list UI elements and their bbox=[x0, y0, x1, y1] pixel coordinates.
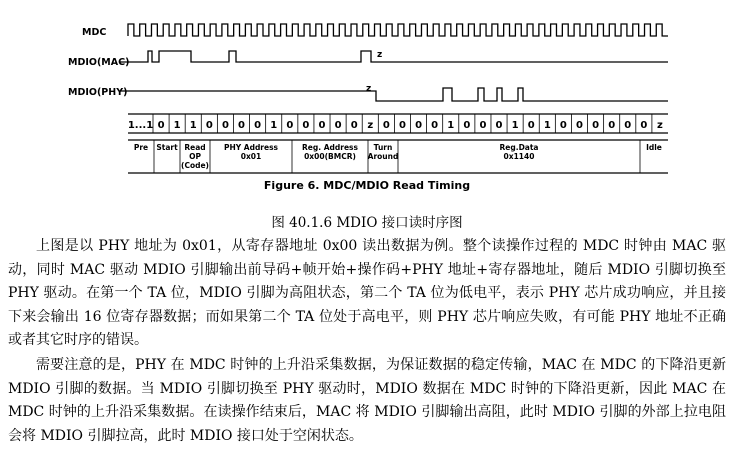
bit-cell: 0 bbox=[527, 120, 535, 131]
bit-cell: 0 bbox=[157, 120, 165, 131]
bit-cell: 0 bbox=[318, 120, 326, 131]
bit-cell: 0 bbox=[302, 120, 310, 131]
signal-label-mdio-phy: MDIO(PHY) bbox=[68, 87, 128, 98]
field-row bbox=[134, 140, 662, 173]
figure-caption: 图 40.1.6 MDIO 接口读时序图 bbox=[271, 215, 463, 231]
bit-cell: 1 bbox=[173, 120, 181, 131]
bit-cell: 0 bbox=[398, 120, 406, 131]
field-label: PHY Address bbox=[223, 143, 279, 152]
mdc-waveform bbox=[128, 24, 668, 36]
field-label: 0x01 bbox=[240, 152, 262, 161]
bit-cell: 0 bbox=[350, 120, 358, 131]
paragraph-2: 需要注意的是，PHY 在 MDC 时钟的上升沿采集数据，为保证数据的稳定传输，MAC 在 MDC 的下降沿更新 MDIO 引脚的数据。当 MDIO 引脚切换至 PHY 驱动时，MDIO 数据在 MDC 时钟的下降沿更新，因此 MAC 在 MDC 时钟的上升沿采集数据。在读操作结束后，MAC 将 MDIO 引脚输出高阻，此时 MDIO 引脚的外部上拉电阻会将 MDIO 引脚拉高，此时 MDIO 接口处于空闲状态。 bbox=[8, 357, 726, 444]
bit-cell: z bbox=[657, 120, 663, 131]
field-label: (Code) bbox=[181, 161, 209, 170]
bit-cell: 0 bbox=[334, 120, 342, 131]
field-label: Turn bbox=[373, 143, 393, 152]
bit-cell: 1 bbox=[543, 120, 551, 131]
bit-cell: 0 bbox=[431, 120, 439, 131]
bit-cell: 1 bbox=[447, 120, 455, 131]
bit-cell: 0 bbox=[463, 120, 471, 131]
bit-cell: 0 bbox=[254, 120, 262, 131]
bit-cell: 0 bbox=[495, 120, 503, 131]
bit-cell: 0 bbox=[415, 120, 423, 131]
bit-cell: 0 bbox=[608, 120, 616, 131]
bit-cell: 0 bbox=[286, 120, 294, 131]
bit-cell: 0 bbox=[559, 120, 567, 131]
field-label: Reg.Data bbox=[499, 143, 539, 152]
field-label: Idle bbox=[646, 143, 662, 152]
field-label: Reg. Address bbox=[302, 143, 358, 152]
bit-cell: 0 bbox=[238, 120, 245, 131]
bit-cell: 1 bbox=[511, 120, 519, 131]
bit-cell: 0 bbox=[624, 120, 632, 131]
bit-cell: 0 bbox=[205, 120, 213, 131]
field-label: Read bbox=[184, 143, 206, 152]
mdio-phy-waveform bbox=[120, 88, 668, 101]
bit-cell: 1...1 bbox=[127, 120, 154, 131]
signal-label-mdio-mac: MDIO(MAC) bbox=[68, 57, 130, 68]
field-label: OP bbox=[189, 152, 201, 161]
bit-cell: 0 bbox=[479, 120, 487, 131]
field-label: 0x00(BMCR) bbox=[304, 152, 356, 161]
bit-cell: 0 bbox=[576, 120, 583, 131]
bit-row bbox=[128, 114, 663, 133]
signal-label-mdc: MDC bbox=[82, 27, 107, 38]
bit-cell: 1 bbox=[270, 120, 278, 131]
bit-cell: 0 bbox=[592, 120, 600, 131]
figure-title: Figure 6. MDC/MDIO Read Timing bbox=[263, 179, 471, 192]
field-label: Pre bbox=[133, 143, 149, 152]
bit-cell: z bbox=[367, 120, 374, 131]
mac-z-marker: z bbox=[377, 50, 383, 60]
bit-cell: 0 bbox=[640, 120, 648, 131]
bit-cell: 1 bbox=[189, 120, 197, 131]
field-label: Around bbox=[367, 152, 399, 161]
field-label: 0x1140 bbox=[503, 152, 535, 161]
paragraph-1: 上图是以 PHY 地址为 0x01，从寄存器地址 0x00 读出数据为例。整个读操作过程的 MDC 时钟由 MAC 驱动，同时 MAC 驱动 MDIO 引脚输出前导码+帧开始+操作码+PHY 地址+寄存器地址，随后 MDIO 引脚切换至 PHY 驱动。在第一个 TA 位，MDIO 引脚为高阻状态，第二个 TA 位为低电平，表示 PHY 芯片成功响应，并且接下来会输出 16 位寄存器数据；而如果第二个 TA 位处于高电平，则 PHY 芯片响应失败，有可能 PHY 地址不正确或者其它时序的错误。 bbox=[8, 238, 726, 348]
phy-z-marker: z bbox=[366, 84, 372, 94]
bit-cell: 0 bbox=[221, 120, 229, 131]
field-label: Start bbox=[156, 143, 178, 152]
bit-cell: 0 bbox=[382, 120, 390, 131]
mdio-read-timing-diagram bbox=[0, 0, 734, 205]
mdio-mac-waveform bbox=[120, 51, 668, 62]
